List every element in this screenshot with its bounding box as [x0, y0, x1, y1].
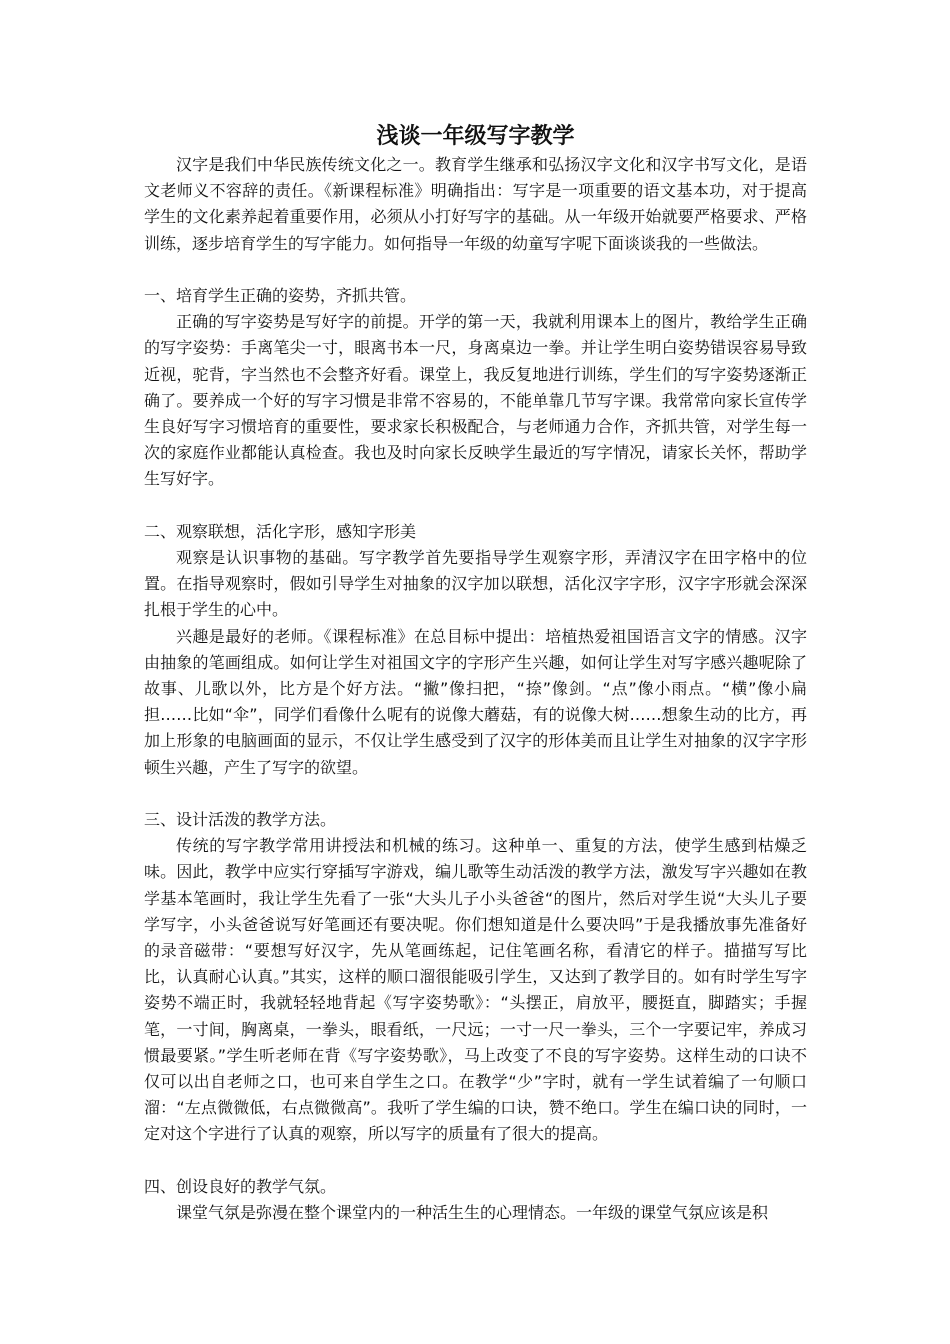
spacer — [144, 781, 807, 807]
spacer — [144, 257, 807, 283]
section-1-paragraph-1: 正确的写字姿势是写好字的前提。开学的第一天，我就利用课本上的图片，教给学生正确的写字姿势：手离笔尖一寸，眼离书本一尺，身离桌边一拳。并让学生明白姿势错误容易导致近视，驼背，字当然也不会整齐好看。课堂上，我反复地进行训练，学生们的写字姿势逐渐正确了。要养成一个好的写字习惯是非常不容易的，不能单靠几节写字课。我常常向家长宣传学生良好写字习惯培育的重要性，要求家长积极配合，与老师通力合作，齐抓共管，对学生每一次的家庭作业都能认真检查。我也及时向家长反映学生最近的写字情况，请家长关怀，帮助学生写好字。 — [144, 312, 807, 489]
section-4-paragraph-1: 课堂气氛是弥漫在整个课堂内的一种活生生的心理情态。一年级的课堂气氛应该是积 — [176, 1203, 769, 1223]
spacer — [144, 493, 807, 519]
document-title: 浅谈一年级写字教学 — [376, 123, 575, 149]
spacer — [144, 1148, 807, 1174]
section-2-paragraph-2: 兴趣是最好的老师。《课程标准》在总目标中提出：培植热爱祖国语言文字的情感。汉字由抽象的笔画组成。如何让学生对祖国文字的字形产生兴趣，如何让学生对写字感兴趣呢除了故事、儿歌以外，比方是个好方法。“撇”像扫把，“捺”像剑。“点”像小雨点。“横”像小扁担……比如“伞”，同学们看像什么呢有的说像大蘑菇，有的说像大树……想象生动的比方，再加上形象的电脑画面的显示，不仅让学生感受到了汉字的形体美而且让学生对抽象的汉字字形顿生兴趣，产生了写字的欲望。 — [144, 626, 807, 777]
section-1-heading: 一、培育学生正确的姿势，齐抓共管。 — [144, 286, 417, 305]
section-2-heading: 二、观察联想，活化字形，感知字形美 — [144, 521, 417, 541]
document-body — [144, 120, 807, 1226]
section-2-paragraph-1: 观察是认识事物的基础。写字教学首先要指导学生观察字形，弄清汉字在田字格中的位置。在指导观察时，假如引导学生对抽象的汉字加以联想，活化汉字字形，汉字字形就会深深扎根于学生的心中。 — [144, 548, 807, 620]
section-3-heading: 三、设计活泼的教学方法。 — [144, 810, 337, 830]
section-4-heading: 四、创设良好的教学气氛。 — [144, 1176, 337, 1196]
section-3-paragraph-1: 传统的写字教学常用讲授法和机械的练习。这种单一、重复的方法，使学生感到枯燥乏味。因此，教学中应实行穿插写字游戏，编儿歌等生动活泼的教学方法，激发写字兴趣如在教学基本笔画时，我让学生先看了一张“大头儿子小头爸爸“的图片，然后对学生说“大头儿子要学写字，小头爸爸说写好笔画还有要决呢。你们想知道是什么要决吗”于是我播放事先准备好的录音磁带：“要想写好汉字，先从笔画练起，记住笔画名称，看清它的样子。描描写写比比，认真耐心认真。”其实，这样的顺口溜很能吸引学生，又达到了教学目的。如有时学生写字姿势不端正时，我就轻轻地背起《写字姿势歌》：“头摆正，肩放平，腰挺直，脚踏实；手握笔，一寸间，胸离桌，一拳头，眼看纸，一尺远；一寸一尺一拳头，三个一字要记牢，养成习惯最要紧。”学生听老师在背《写字姿势歌》，马上改变了不良的写字姿势。这样生动的口诀不仅可以出自老师之口，也可来自学生之口。在教学“少”字时，就有一学生试着编了一句顺口溜：“左点微微低，右点微微高”。我听了学生编的口诀，赞不绝口。学生在编口诀的同时，一定对这个字进行了认真的观察，所以写字的质量有了很大的提高。 — [144, 836, 807, 1144]
intro-paragraph: 汉字是我们中华民族传统文化之一。教育学生继承和弘扬汉字文化和汉字书写文化，是语文老师义不容辞的责任。《新课程标准》明确指出：写字是一项重要的语文基本功，对于提高学生的文化素养起着重要作用，必须从小打好写字的基础。从一年级开始就要严格要求、严格训练，逐步培育学生的写字能力。如何指导一年级的幼童写字呢下面谈谈我的一些做法。 — [144, 155, 807, 253]
